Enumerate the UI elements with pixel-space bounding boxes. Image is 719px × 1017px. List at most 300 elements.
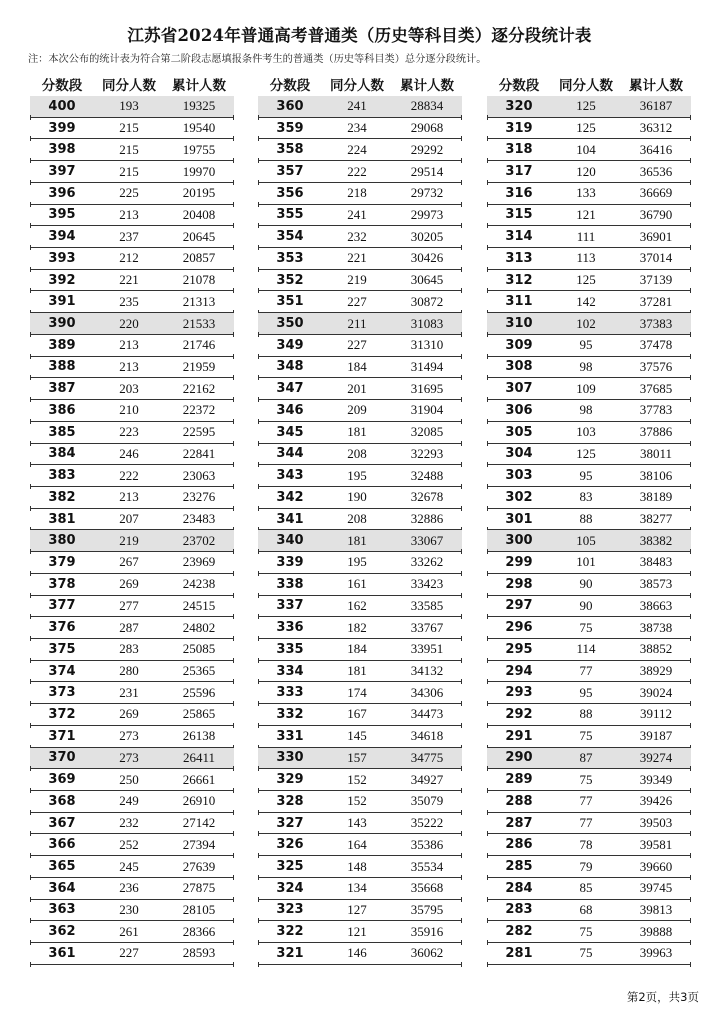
cumulative-cell: 36062 <box>410 945 444 961</box>
same-count-cell: 125 <box>576 272 596 288</box>
table-row <box>30 422 234 444</box>
table-row <box>487 205 691 227</box>
table-row <box>487 900 691 922</box>
table-row <box>487 444 691 466</box>
score-cell: 350 <box>276 316 304 332</box>
table-row <box>258 813 462 835</box>
cumulative-cell: 39581 <box>639 836 673 852</box>
score-cell: 331 <box>276 728 304 744</box>
score-cell: 326 <box>276 837 304 853</box>
cumulative-cell: 38573 <box>639 576 673 592</box>
same-count-cell: 235 <box>119 293 139 309</box>
score-cell: 373 <box>48 685 76 701</box>
same-count-cell: 88 <box>579 511 593 527</box>
table-row <box>258 205 462 227</box>
table-row <box>30 530 234 552</box>
score-cell: 387 <box>48 381 76 397</box>
cumulative-cell: 20857 <box>182 250 216 266</box>
table-row <box>487 183 691 205</box>
cumulative-cell: 33951 <box>410 641 444 657</box>
score-cell: 301 <box>505 511 533 527</box>
table-row <box>487 748 691 770</box>
cumulative-cell: 24802 <box>182 619 216 635</box>
cumulative-cell: 21533 <box>182 315 216 331</box>
same-count-cell: 246 <box>119 445 139 461</box>
score-cell: 324 <box>276 880 304 896</box>
score-cell: 381 <box>48 511 76 527</box>
same-count-cell: 236 <box>119 880 139 896</box>
table-row <box>30 465 234 487</box>
score-cell: 293 <box>505 685 533 701</box>
same-count-cell: 164 <box>347 836 367 852</box>
table-row <box>30 226 234 248</box>
cumulative-cell: 38738 <box>639 619 673 635</box>
same-count-cell: 195 <box>347 467 367 483</box>
score-cell: 312 <box>505 272 533 288</box>
same-count-cell: 277 <box>119 597 139 613</box>
cumulative-cell: 39660 <box>639 858 673 874</box>
same-count-cell: 90 <box>579 597 593 613</box>
cumulative-cell: 35668 <box>410 880 444 896</box>
cumulative-cell: 21959 <box>182 358 216 374</box>
table-row <box>258 856 462 878</box>
cumulative-cell: 27875 <box>182 880 216 896</box>
score-cell: 313 <box>505 250 533 266</box>
table-row <box>258 357 462 379</box>
same-count-cell: 75 <box>579 728 593 744</box>
same-count-cell: 103 <box>576 424 596 440</box>
cumulative-cell: 36187 <box>639 98 673 114</box>
table-row <box>487 530 691 552</box>
cumulative-cell: 37685 <box>639 380 673 396</box>
table-row <box>487 487 691 509</box>
table-column-3 <box>487 72 691 965</box>
same-count-cell: 203 <box>119 380 139 396</box>
cumulative-cell: 24515 <box>182 597 216 613</box>
score-cell: 376 <box>48 620 76 636</box>
same-count-cell: 215 <box>119 163 139 179</box>
score-cell: 305 <box>505 424 533 440</box>
table-row <box>258 96 462 118</box>
table-row <box>258 487 462 509</box>
table-row <box>487 270 691 292</box>
cumulative-cell: 35795 <box>410 901 444 917</box>
same-count-cell: 145 <box>347 728 367 744</box>
same-count-cell: 227 <box>347 337 367 353</box>
same-count-cell: 193 <box>119 98 139 114</box>
same-count-cell: 213 <box>119 489 139 505</box>
score-cell: 368 <box>48 793 76 809</box>
score-cell: 388 <box>48 359 76 375</box>
score-cell: 328 <box>276 793 304 809</box>
table-row <box>30 900 234 922</box>
same-count-cell: 95 <box>579 337 593 353</box>
same-count-cell: 195 <box>347 554 367 570</box>
table-row <box>487 617 691 639</box>
score-cell: 288 <box>505 793 533 809</box>
cumulative-cell: 37478 <box>639 337 673 353</box>
score-cell: 356 <box>276 185 304 201</box>
cumulative-cell: 30426 <box>410 250 444 266</box>
table-row <box>30 248 234 270</box>
same-count-cell: 190 <box>347 489 367 505</box>
table-row <box>487 921 691 943</box>
cumulative-cell: 34132 <box>410 663 444 679</box>
table-row <box>487 357 691 379</box>
cumulative-cell: 20195 <box>182 185 216 201</box>
cumulative-cell: 39503 <box>639 815 673 831</box>
header-same-count: 同分人数 <box>330 78 384 94</box>
cumulative-cell: 33067 <box>410 532 444 548</box>
table-row <box>258 639 462 661</box>
score-cell: 349 <box>276 337 304 353</box>
score-cell: 292 <box>505 706 533 722</box>
score-cell: 366 <box>48 837 76 853</box>
table-row <box>30 378 234 400</box>
same-count-cell: 241 <box>347 98 367 114</box>
cumulative-cell: 34473 <box>410 706 444 722</box>
same-count-cell: 152 <box>347 771 367 787</box>
table-row <box>30 357 234 379</box>
cumulative-cell: 32488 <box>410 467 444 483</box>
same-count-cell: 252 <box>119 836 139 852</box>
same-count-cell: 102 <box>576 315 596 331</box>
cumulative-cell: 23063 <box>182 467 216 483</box>
same-count-cell: 234 <box>347 120 367 136</box>
same-count-cell: 104 <box>576 141 596 157</box>
score-cell: 375 <box>48 641 76 657</box>
table-row <box>258 726 462 748</box>
table-row <box>258 291 462 313</box>
score-cell: 359 <box>276 120 304 136</box>
same-count-cell: 227 <box>119 945 139 961</box>
cumulative-cell: 22372 <box>182 402 216 418</box>
table-row <box>258 226 462 248</box>
same-count-cell: 221 <box>347 250 367 266</box>
same-count-cell: 77 <box>579 815 593 831</box>
table-row <box>258 552 462 574</box>
score-cell: 286 <box>505 837 533 853</box>
table-row <box>487 769 691 791</box>
same-count-cell: 182 <box>347 619 367 635</box>
table-row <box>258 617 462 639</box>
score-cell: 329 <box>276 772 304 788</box>
same-count-cell: 283 <box>119 641 139 657</box>
header-score: 分数段 <box>498 78 540 94</box>
cumulative-cell: 39187 <box>639 728 673 744</box>
same-count-cell: 273 <box>119 749 139 765</box>
column-header <box>487 72 691 96</box>
score-cell: 396 <box>48 185 76 201</box>
same-count-cell: 215 <box>119 141 139 157</box>
score-cell: 360 <box>276 98 304 114</box>
table-row <box>487 422 691 444</box>
same-count-cell: 157 <box>347 749 367 765</box>
cumulative-cell: 36669 <box>639 185 673 201</box>
header-score: 分数段 <box>269 78 311 94</box>
table-row <box>258 270 462 292</box>
same-count-cell: 134 <box>347 880 367 896</box>
table-row <box>258 422 462 444</box>
same-count-cell: 75 <box>579 619 593 635</box>
table-row <box>30 205 234 227</box>
score-cell: 400 <box>48 98 76 114</box>
table-row <box>258 791 462 813</box>
table-row <box>487 552 691 574</box>
cumulative-cell: 37383 <box>639 315 673 331</box>
score-cell: 379 <box>48 554 76 570</box>
table-note: 注：本次公布的统计表为符合第二阶段志愿填报条件考生的普通类（历史等科目类）总分逐分段统计。 <box>28 54 487 65</box>
same-count-cell: 161 <box>347 576 367 592</box>
table-row <box>258 118 462 140</box>
cumulative-cell: 26661 <box>182 771 216 787</box>
cumulative-cell: 19755 <box>182 141 216 157</box>
same-count-cell: 87 <box>579 749 593 765</box>
cumulative-cell: 20645 <box>182 228 216 244</box>
cumulative-cell: 27142 <box>182 815 216 831</box>
table-row <box>30 596 234 618</box>
table-row <box>487 682 691 704</box>
score-cell: 384 <box>48 446 76 462</box>
table-row <box>258 834 462 856</box>
score-cell: 358 <box>276 142 304 158</box>
score-cell: 317 <box>505 164 533 180</box>
score-cell: 374 <box>48 663 76 679</box>
same-count-cell: 142 <box>576 293 596 309</box>
table-row <box>487 834 691 856</box>
same-count-cell: 181 <box>347 663 367 679</box>
cumulative-cell: 27639 <box>182 858 216 874</box>
score-cell: 399 <box>48 120 76 136</box>
score-cell: 362 <box>48 924 76 940</box>
same-count-cell: 90 <box>579 576 593 592</box>
same-count-cell: 75 <box>579 923 593 939</box>
cumulative-cell: 37783 <box>639 402 673 418</box>
same-count-cell: 88 <box>579 706 593 722</box>
table-row <box>487 161 691 183</box>
score-cell: 344 <box>276 446 304 462</box>
same-count-cell: 208 <box>347 445 367 461</box>
cumulative-cell: 25596 <box>182 684 216 700</box>
cumulative-cell: 38852 <box>639 641 673 657</box>
score-cell: 382 <box>48 489 76 505</box>
score-cell: 386 <box>48 402 76 418</box>
score-cell: 320 <box>505 98 533 114</box>
score-cell: 298 <box>505 576 533 592</box>
cumulative-cell: 38189 <box>639 489 673 505</box>
score-cell: 351 <box>276 294 304 310</box>
cumulative-cell: 39426 <box>639 793 673 809</box>
same-count-cell: 105 <box>576 532 596 548</box>
same-count-cell: 209 <box>347 402 367 418</box>
table-row <box>258 682 462 704</box>
table-row <box>258 661 462 683</box>
cumulative-cell: 39024 <box>639 684 673 700</box>
same-count-cell: 167 <box>347 706 367 722</box>
cumulative-cell: 22595 <box>182 424 216 440</box>
table-row <box>487 726 691 748</box>
same-count-cell: 121 <box>347 923 367 939</box>
same-count-cell: 207 <box>119 511 139 527</box>
table-row <box>487 400 691 422</box>
cumulative-cell: 39745 <box>639 880 673 896</box>
cumulative-cell: 28834 <box>410 98 444 114</box>
score-cell: 310 <box>505 316 533 332</box>
score-cell: 285 <box>505 859 533 875</box>
table-row <box>487 118 691 140</box>
same-count-cell: 79 <box>579 858 593 874</box>
same-count-cell: 261 <box>119 923 139 939</box>
same-count-cell: 245 <box>119 858 139 874</box>
score-cell: 335 <box>276 641 304 657</box>
score-cell: 371 <box>48 728 76 744</box>
score-cell: 339 <box>276 554 304 570</box>
score-cell: 321 <box>276 945 304 961</box>
cumulative-cell: 19970 <box>182 163 216 179</box>
cumulative-cell: 38483 <box>639 554 673 570</box>
table-row <box>258 400 462 422</box>
cumulative-cell: 36536 <box>639 163 673 179</box>
table-row <box>30 856 234 878</box>
table-row <box>30 834 234 856</box>
score-cell: 307 <box>505 381 533 397</box>
table-row <box>258 183 462 205</box>
table-row <box>487 574 691 596</box>
same-count-cell: 101 <box>576 554 596 570</box>
table-row <box>258 769 462 791</box>
score-cell: 303 <box>505 468 533 484</box>
same-count-cell: 162 <box>347 597 367 613</box>
same-count-cell: 212 <box>119 250 139 266</box>
same-count-cell: 120 <box>576 163 596 179</box>
score-cell: 353 <box>276 250 304 266</box>
cumulative-cell: 28105 <box>182 901 216 917</box>
table-row <box>30 139 234 161</box>
table-row <box>258 509 462 531</box>
score-cell: 319 <box>505 120 533 136</box>
table-row <box>487 791 691 813</box>
cumulative-cell: 35222 <box>410 815 444 831</box>
same-count-cell: 269 <box>119 576 139 592</box>
score-cell: 281 <box>505 945 533 961</box>
score-cell: 369 <box>48 772 76 788</box>
score-cell: 355 <box>276 207 304 223</box>
score-cell: 316 <box>505 185 533 201</box>
score-cell: 352 <box>276 272 304 288</box>
table-row <box>30 813 234 835</box>
table-row <box>30 878 234 900</box>
cumulative-cell: 34927 <box>410 771 444 787</box>
cumulative-cell: 32085 <box>410 424 444 440</box>
table-row <box>258 943 462 965</box>
page-number: 第2页，共3页 <box>626 990 699 1004</box>
cumulative-cell: 39963 <box>639 945 673 961</box>
score-cell: 333 <box>276 685 304 701</box>
cumulative-cell: 30872 <box>410 293 444 309</box>
score-cell: 294 <box>505 663 533 679</box>
same-count-cell: 273 <box>119 728 139 744</box>
cumulative-cell: 26411 <box>182 749 216 765</box>
score-cell: 346 <box>276 402 304 418</box>
score-cell: 330 <box>276 750 304 766</box>
cumulative-cell: 23969 <box>182 554 216 570</box>
cumulative-cell: 33423 <box>410 576 444 592</box>
cumulative-cell: 31904 <box>410 402 444 418</box>
score-cell: 395 <box>48 207 76 223</box>
table-row <box>258 444 462 466</box>
table-row <box>30 921 234 943</box>
cumulative-cell: 32886 <box>410 511 444 527</box>
table-row <box>487 878 691 900</box>
cumulative-cell: 38929 <box>639 663 673 679</box>
table-row <box>258 161 462 183</box>
score-cell: 318 <box>505 142 533 158</box>
table-row <box>30 400 234 422</box>
table-row <box>487 509 691 531</box>
cumulative-cell: 38663 <box>639 597 673 613</box>
table-row <box>258 139 462 161</box>
same-count-cell: 237 <box>119 228 139 244</box>
same-count-cell: 211 <box>347 315 367 331</box>
same-count-cell: 250 <box>119 771 139 787</box>
table-row <box>487 465 691 487</box>
cumulative-cell: 31695 <box>410 380 444 396</box>
cumulative-cell: 33262 <box>410 554 444 570</box>
header-score: 分数段 <box>41 78 83 94</box>
cumulative-cell: 39112 <box>639 706 673 722</box>
cumulative-cell: 36790 <box>639 206 673 222</box>
cumulative-cell: 21746 <box>182 337 216 353</box>
cumulative-cell: 29292 <box>410 141 444 157</box>
cumulative-cell: 29068 <box>410 120 444 136</box>
table-row <box>487 813 691 835</box>
score-cell: 299 <box>505 554 533 570</box>
cumulative-cell: 30205 <box>410 228 444 244</box>
same-count-cell: 75 <box>579 945 593 961</box>
score-cell: 398 <box>48 142 76 158</box>
cumulative-cell: 38106 <box>639 467 673 483</box>
cumulative-cell: 38382 <box>639 532 673 548</box>
table-row <box>487 139 691 161</box>
cumulative-cell: 36312 <box>639 120 673 136</box>
table-row <box>487 704 691 726</box>
table-row <box>30 335 234 357</box>
table-row <box>258 378 462 400</box>
table-row <box>487 96 691 118</box>
table-row <box>30 639 234 661</box>
cumulative-cell: 39888 <box>639 923 673 939</box>
cumulative-cell: 29732 <box>410 185 444 201</box>
same-count-cell: 184 <box>347 641 367 657</box>
cumulative-cell: 23702 <box>182 532 216 548</box>
score-cell: 306 <box>505 402 533 418</box>
cumulative-cell: 37281 <box>639 293 673 309</box>
cumulative-cell: 25085 <box>182 641 216 657</box>
score-cell: 325 <box>276 859 304 875</box>
same-count-cell: 222 <box>347 163 367 179</box>
same-count-cell: 241 <box>347 206 367 222</box>
table-row <box>30 574 234 596</box>
score-cell: 364 <box>48 880 76 896</box>
cumulative-cell: 34618 <box>410 728 444 744</box>
same-count-cell: 68 <box>579 901 593 917</box>
table-row <box>30 791 234 813</box>
score-cell: 315 <box>505 207 533 223</box>
same-count-cell: 201 <box>347 380 367 396</box>
same-count-cell: 85 <box>579 880 593 896</box>
same-count-cell: 95 <box>579 467 593 483</box>
score-cell: 337 <box>276 598 304 614</box>
